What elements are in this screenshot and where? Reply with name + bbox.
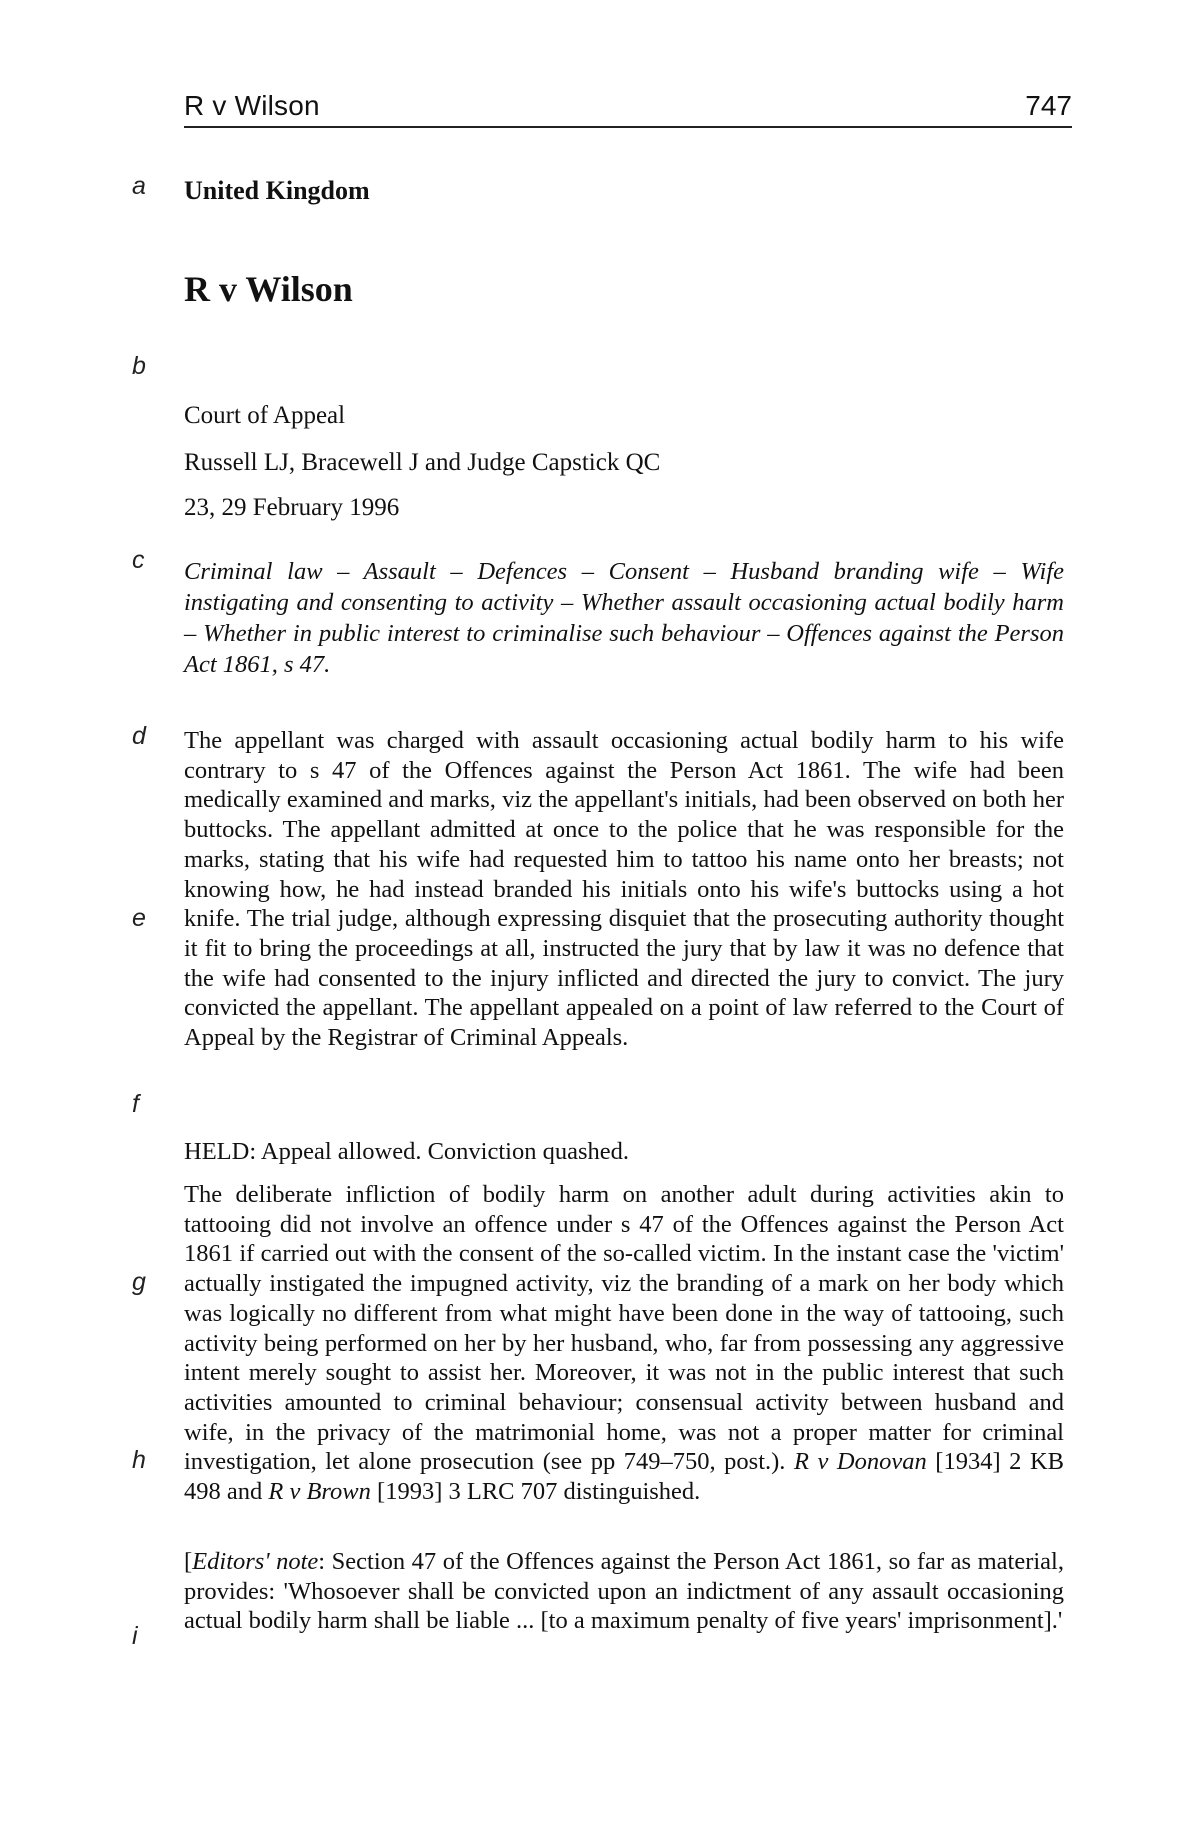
facts-paragraph: The appellant was charged with assault occasioning actual bodily harm to his wife contrary to s 47 of the Offences against the Person Act 1861. The wife had been medically examined and marks, viz the appellant's initials, had been observed on both her buttocks. The appellant admitted at once to the police that he was responsible for the marks, stating that his wife had requested him to tattoo his name onto her breasts; not knowing how, he had instead branded his initials onto his wife's buttocks using a hot knife. The trial judge, although expressing disquiet that the prosecuting authority thought it fit to bring the proceedings at all, instructed the jury that by law it was no defence that the wife had consented to the injury inflicted and directed the jury to convict. The jury convicted the appellant. The appellant appealed on a point of law referred to the Court of Appeal by the Registrar of Criminal Appeals. — [184, 727, 1064, 1052]
margin-letter-e: e — [132, 904, 146, 932]
case-citation-reference: [1993] 3 LRC 707 distinguished. — [377, 1478, 701, 1506]
running-head — [184, 86, 1072, 128]
case-citation-name: R v Donovan — [793, 1448, 927, 1476]
case-citation-reference: [1934] 2 KB 498 and — [184, 1448, 1064, 1506]
holding-text: The deliberate infliction of bodily harm on another adult during activities akin to tattooing did not involve an offence under s 47 of the Offences against the Person Act 1861 if carried out with the consent of the so-called victim. In the instant case the 'victim' actually instigated the impugned activity, viz the branding of a mark on her body which was logically no different from what might have been done in the way of tattooing, such activity being performed on her by her husband, who, far from possessing any aggressive intent merely sought to assist her. Moreover, it was not in the public interest that such activities amounted to criminal behaviour; consensual activity between husband and wife, in the privacy of the matrimonial home, was not a proper matter for criminal investigation, let alone prosecution (see pp 749–750, post.). — [184, 1181, 1064, 1476]
judges: Russell LJ, Bracewell J and Judge Capstick QC — [184, 449, 661, 476]
catchwords: Criminal law – Assault – Defences – Consent – Husband branding wife – Wife instigating and consenting to activity – Whether assault occasioning actual bodily harm – Whether in public interest to criminalise such behaviour – Offences against the Person Act 1861, s 47. — [184, 558, 1064, 678]
running-head-title: R v Wilson — [184, 90, 320, 121]
editors-note — [184, 1547, 1064, 1636]
margin-letter-g: g — [132, 1268, 146, 1296]
court-name: Court of Appeal — [184, 402, 346, 429]
margin-letter-b: b — [132, 352, 146, 380]
editors-note-text: : Section 47 of the Offences against the Person Act 1861, so far as material, provides: 'Whosoever shall be convicted upon an indictment of any assault occasioning actual bodily harm shall be liable ... [to a maximum penalty of five years' imprisonment].' — [184, 1548, 1064, 1635]
held-summary — [184, 1138, 629, 1166]
page-number: 747 — [1025, 90, 1072, 121]
margin-letter-c: c — [132, 546, 145, 574]
holding-paragraph — [184, 1180, 1064, 1507]
margin-letter-d: d — [132, 722, 146, 750]
case-title: R v Wilson — [184, 269, 353, 309]
margin-letter-h: h — [132, 1446, 146, 1474]
editors-note-bracket: [ — [184, 1548, 193, 1575]
editors-note-label: Editors' note — [192, 1548, 319, 1575]
margin-letter-i: i — [132, 1622, 138, 1650]
hearing-dates: 23, 29 February 1996 — [184, 494, 400, 521]
held-label: HELD: — [184, 1138, 257, 1165]
held-outcome: Appeal allowed. Conviction quashed. — [260, 1138, 630, 1165]
margin-letter-a: a — [132, 172, 146, 200]
margin-letter-f: f — [132, 1090, 139, 1118]
case-citation-name: R v Brown — [268, 1478, 371, 1506]
jurisdiction: United Kingdom — [184, 176, 370, 205]
